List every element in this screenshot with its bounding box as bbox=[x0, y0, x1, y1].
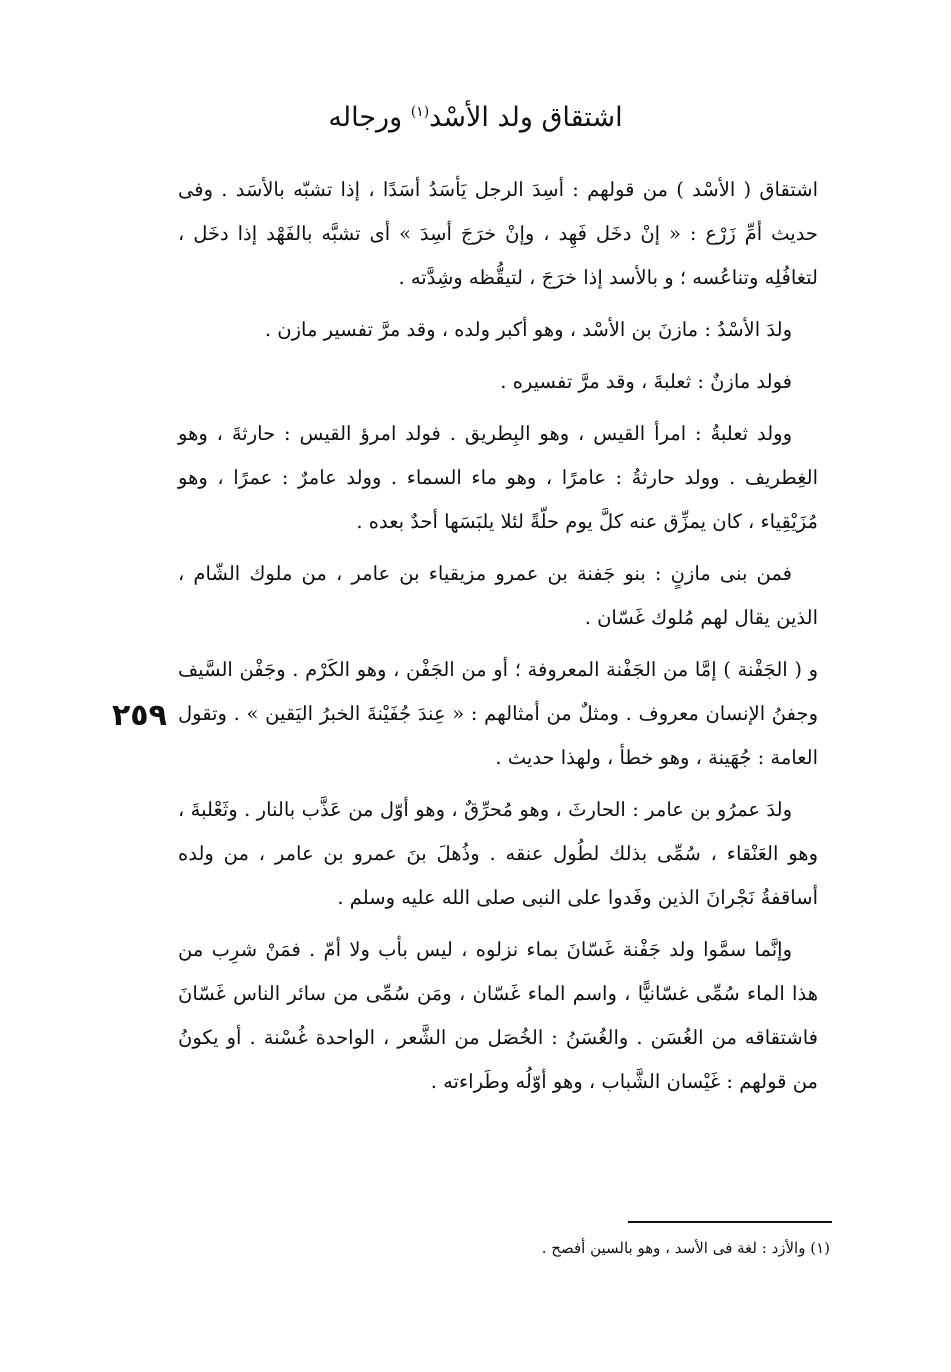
paragraph-2: ولدَ الأسْدُ : مازنَ بن الأسْد ، وهو أكبر ولده ، وقد مرَّ تفسير مازن . bbox=[264, 318, 792, 341]
title-tail: ورجاله bbox=[328, 102, 403, 133]
paragraph-4: وولد ثعلبةُ : امرأ القيس ، وهو البِطريق . فولد امرؤ القيس : حارثةَ ، وهو الغِطريف . وولد حارثةُ : عامرًا ، وهو ماء السماء . وولد عامرٌ : عمرًا ، وهو مُزَيْقِياء ، كان يمزِّق عنه كلَّ يوم حلّةً لئلا يلبَسَها أحدٌ بعده . bbox=[178, 422, 818, 533]
main-text bbox=[178, 168, 818, 1112]
footnote: (١) والأزد : لغة فى الأسد ، وهو بالسين أفصح . bbox=[541, 1239, 830, 1257]
paragraph-7: ولدَ عمرُو بن عامر : الحارثَ ، وهو مُحرِّقٌ ، وهو أوّل من عَذَّب بالنار . وثَعْلبةَ ، وهو العَنْقاء ، سُمِّى بذلك لطُول عنقه . وذُهلَ بنَ عمرو بن عامر ، من ولده أساقفةُ نَجْرانَ الذين وفَدوا على النبى صلى الله عليه وسلم . bbox=[178, 798, 818, 909]
title-text: اشتقاق ولد الأسْد bbox=[429, 102, 623, 133]
paragraph-5: فمن بنى مازنٍ : بنو جَفنة بن عمرو مزيقياء بن عامر ، من ملوك الشّام ، الذين يقال لهم مُلوك غَسّان . bbox=[178, 562, 818, 629]
paragraph-3: فولد مازنٌ : ثعلبةَ ، وقد مرَّ تفسيره . bbox=[500, 370, 792, 393]
footnote-divider bbox=[628, 1221, 832, 1223]
margin-page-number: ٢٥٩ bbox=[112, 698, 167, 733]
paragraph-1: اشتقاق ( الأسْد ) من قولهم : أسِدَ الرجل يَأسَدُ أسَدًا ، إذا تشبّه بالأسَد . وفى حديث أمِّ زَرْع : « إنْ دخَل فَهِد ، وإنْ خرَجَ أسِدَ » أى تشبَّه بالفَهْد إذا دخَل ، لتغافُلِه وتناعُسه ؛ و بالأسد إذا خرَجَ ، لتيقُّظه وشِدَّته . bbox=[178, 178, 818, 289]
paragraph-8: وإنَّما سمَّوا ولد جَفْنة غَسّانَ بماء نزلوه ، ليس بأب ولا أمّ . فمَنْ شرِب من هذا الماء سُمِّى غسّانيًّا ، واسم الماء غَسّان ، ومَن سُمِّى من سائر الناس غَسّانَ فاشتقاقه من الغُسَن . والغُسَنُ : الخُصَل من الشَّعر ، الواحدة غُسْنة . أو يكونُ من قولهم : غَيْسان الشَّباب ، وهو أوّلُه وطَراءته . bbox=[178, 938, 818, 1093]
page-title bbox=[0, 92, 951, 138]
footnote-marker: (١) bbox=[410, 104, 430, 120]
paragraph-6: و ( الجَفْنة ) إمَّا من الجَفْنة المعروفة ؛ أو من الجَفْن ، وهو الكَرْم . وجَفْن السَّيف وجفنُ الإنسان معروف . ومثلٌ من أمثالهم : « عِندَ جُفَيْنةَ الخبرُ اليَقين » . وتقول العامة : جُهَينة ، وهو خطأ ، ولهذا حديث . bbox=[178, 658, 818, 769]
